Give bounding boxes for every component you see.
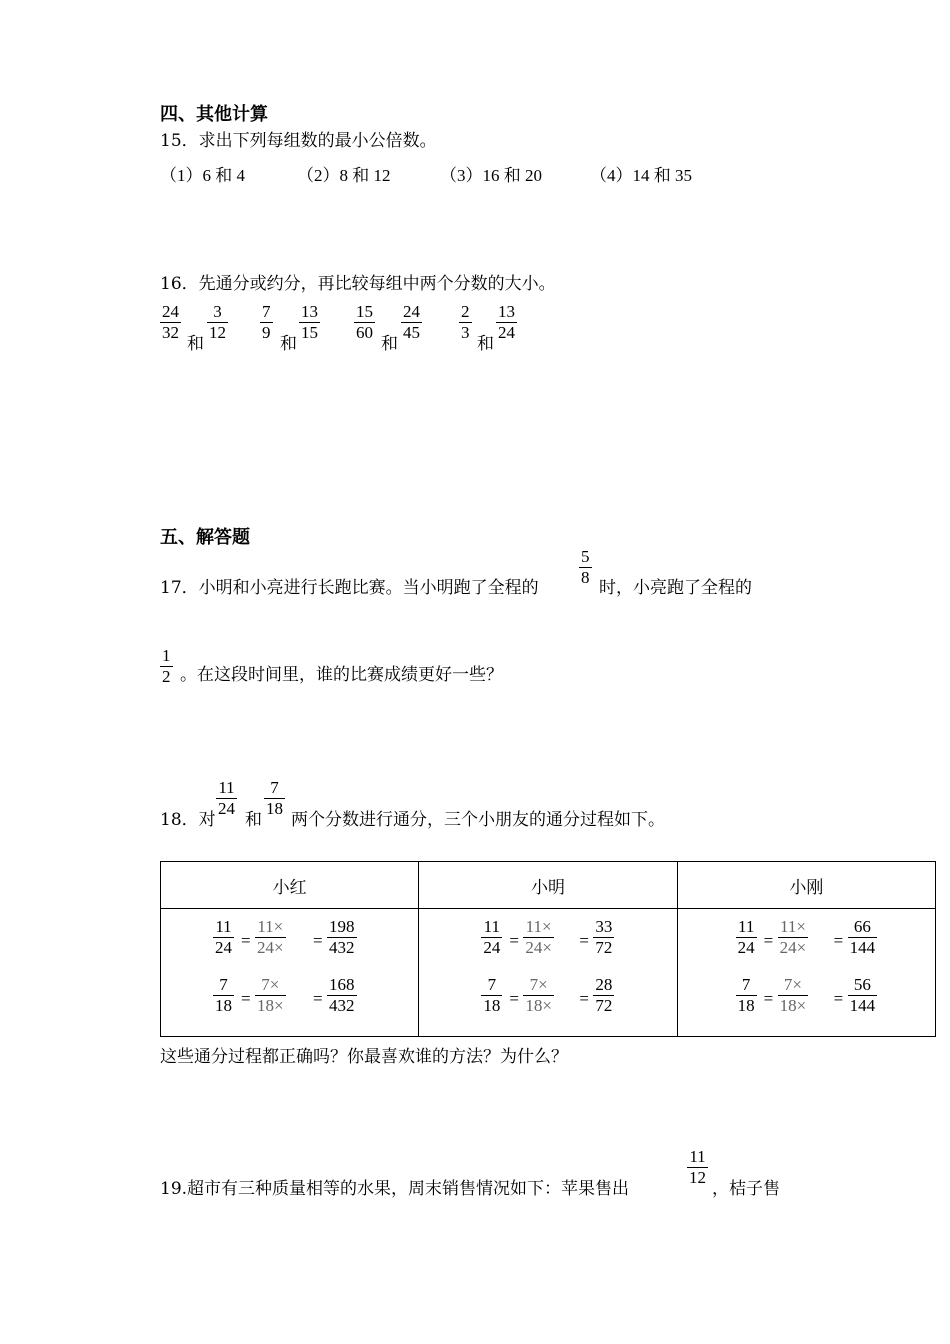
fraction: $\frac{11}{24}$ [218, 778, 235, 818]
and-label: 和 [477, 334, 494, 354]
table-cell-xiaogang: $\frac{11}{24}$ = $\frac{11\times}{24\times}$ = $\frac{66}{144}$ $\frac{7}{18}$ = $\frac{7\times}{18\times}$ = $\frac{56}{144}$ [677, 909, 935, 1037]
q15-item-1: （1）6 和 4 [160, 166, 245, 185]
question-17-text-c: 。在这段时间里，谁的比赛成绩更好一些？ [180, 665, 503, 685]
table-header-xiaoming: 小明 [419, 862, 677, 909]
q15-item-4: （4）14 和 35 [590, 166, 692, 185]
fraction: $\frac{24}{45}$ [403, 302, 420, 342]
fraction: $\frac{3}{12}$ [209, 302, 226, 342]
fraction: $\frac{2}{3}$ [461, 302, 470, 342]
table-header-xiaogang: 小刚 [677, 862, 935, 909]
fraction: $\frac{5}{8}$ [581, 547, 590, 587]
q15-item-2: （2）8 和 12 [297, 166, 391, 185]
fraction: $\frac{1}{2}$ [162, 646, 171, 686]
question-18-text-b: 两个分数进行通分，三个小朋友的通分过程如下。 [291, 810, 665, 830]
question-19-text-b: ，桔子售 [712, 1179, 780, 1199]
question-18-followup: 这些通分过程都正确吗？你最喜欢谁的方法？为什么？ [160, 1047, 568, 1067]
fraction: $\frac{13}{24}$ [498, 302, 515, 342]
fraction: $\frac{13}{15}$ [301, 302, 318, 342]
fraction: $\frac{24}{32}$ [162, 302, 179, 342]
table-cell-xiaohong: $\frac{11}{24}$ = $\frac{11\times}{24\times}$ = $\frac{198}{432}$ $\frac{7}{18}$ = $\frac{7\times}{18\times}$ = $\frac{168}{432}$ [161, 909, 419, 1037]
table-cell-xiaoming: $\frac{11}{24}$ = $\frac{11\times}{24\times}$ = $\frac{33}{72}$ $\frac{7}{18}$ = $\frac{7\times}{18\times}$ = $\frac{28}{72}$ [419, 909, 677, 1037]
question-16-text: 16．先通分或约分，再比较每组中两个分数的大小。 [160, 274, 556, 294]
and-label: 和 [245, 810, 262, 830]
fraction: $\frac{15}{60}$ [356, 302, 373, 342]
fraction: $\frac{11}{12}$ [689, 1147, 706, 1187]
and-label: 和 [280, 334, 297, 354]
question-19-text-a: 19.超市有三种质量相等的水果，周末销售情况如下：苹果售出 [160, 1179, 630, 1199]
section-5-heading: 五、解答题 [160, 527, 250, 548]
fraction: $\frac{7}{18}$ [266, 778, 283, 818]
and-label: 和 [381, 334, 398, 354]
section-4-heading: 四、其他计算 [160, 104, 268, 125]
q15-item-3: （3）16 和 20 [440, 166, 542, 185]
question-17-text-b: 时，小亮跑了全程的 [599, 578, 752, 598]
table-header-xiaohong: 小红 [161, 862, 419, 909]
question-15-text: 15．求出下列每组数的最小公倍数。 [160, 131, 437, 151]
question-17-text-a: 17．小明和小亮进行长跑比赛。当小明跑了全程的 [160, 578, 539, 598]
fraction: $\frac{7}{9}$ [262, 302, 271, 342]
method-table [160, 861, 936, 1037]
question-18-text-a: 18．对 [160, 810, 216, 830]
and-label: 和 [187, 334, 204, 354]
